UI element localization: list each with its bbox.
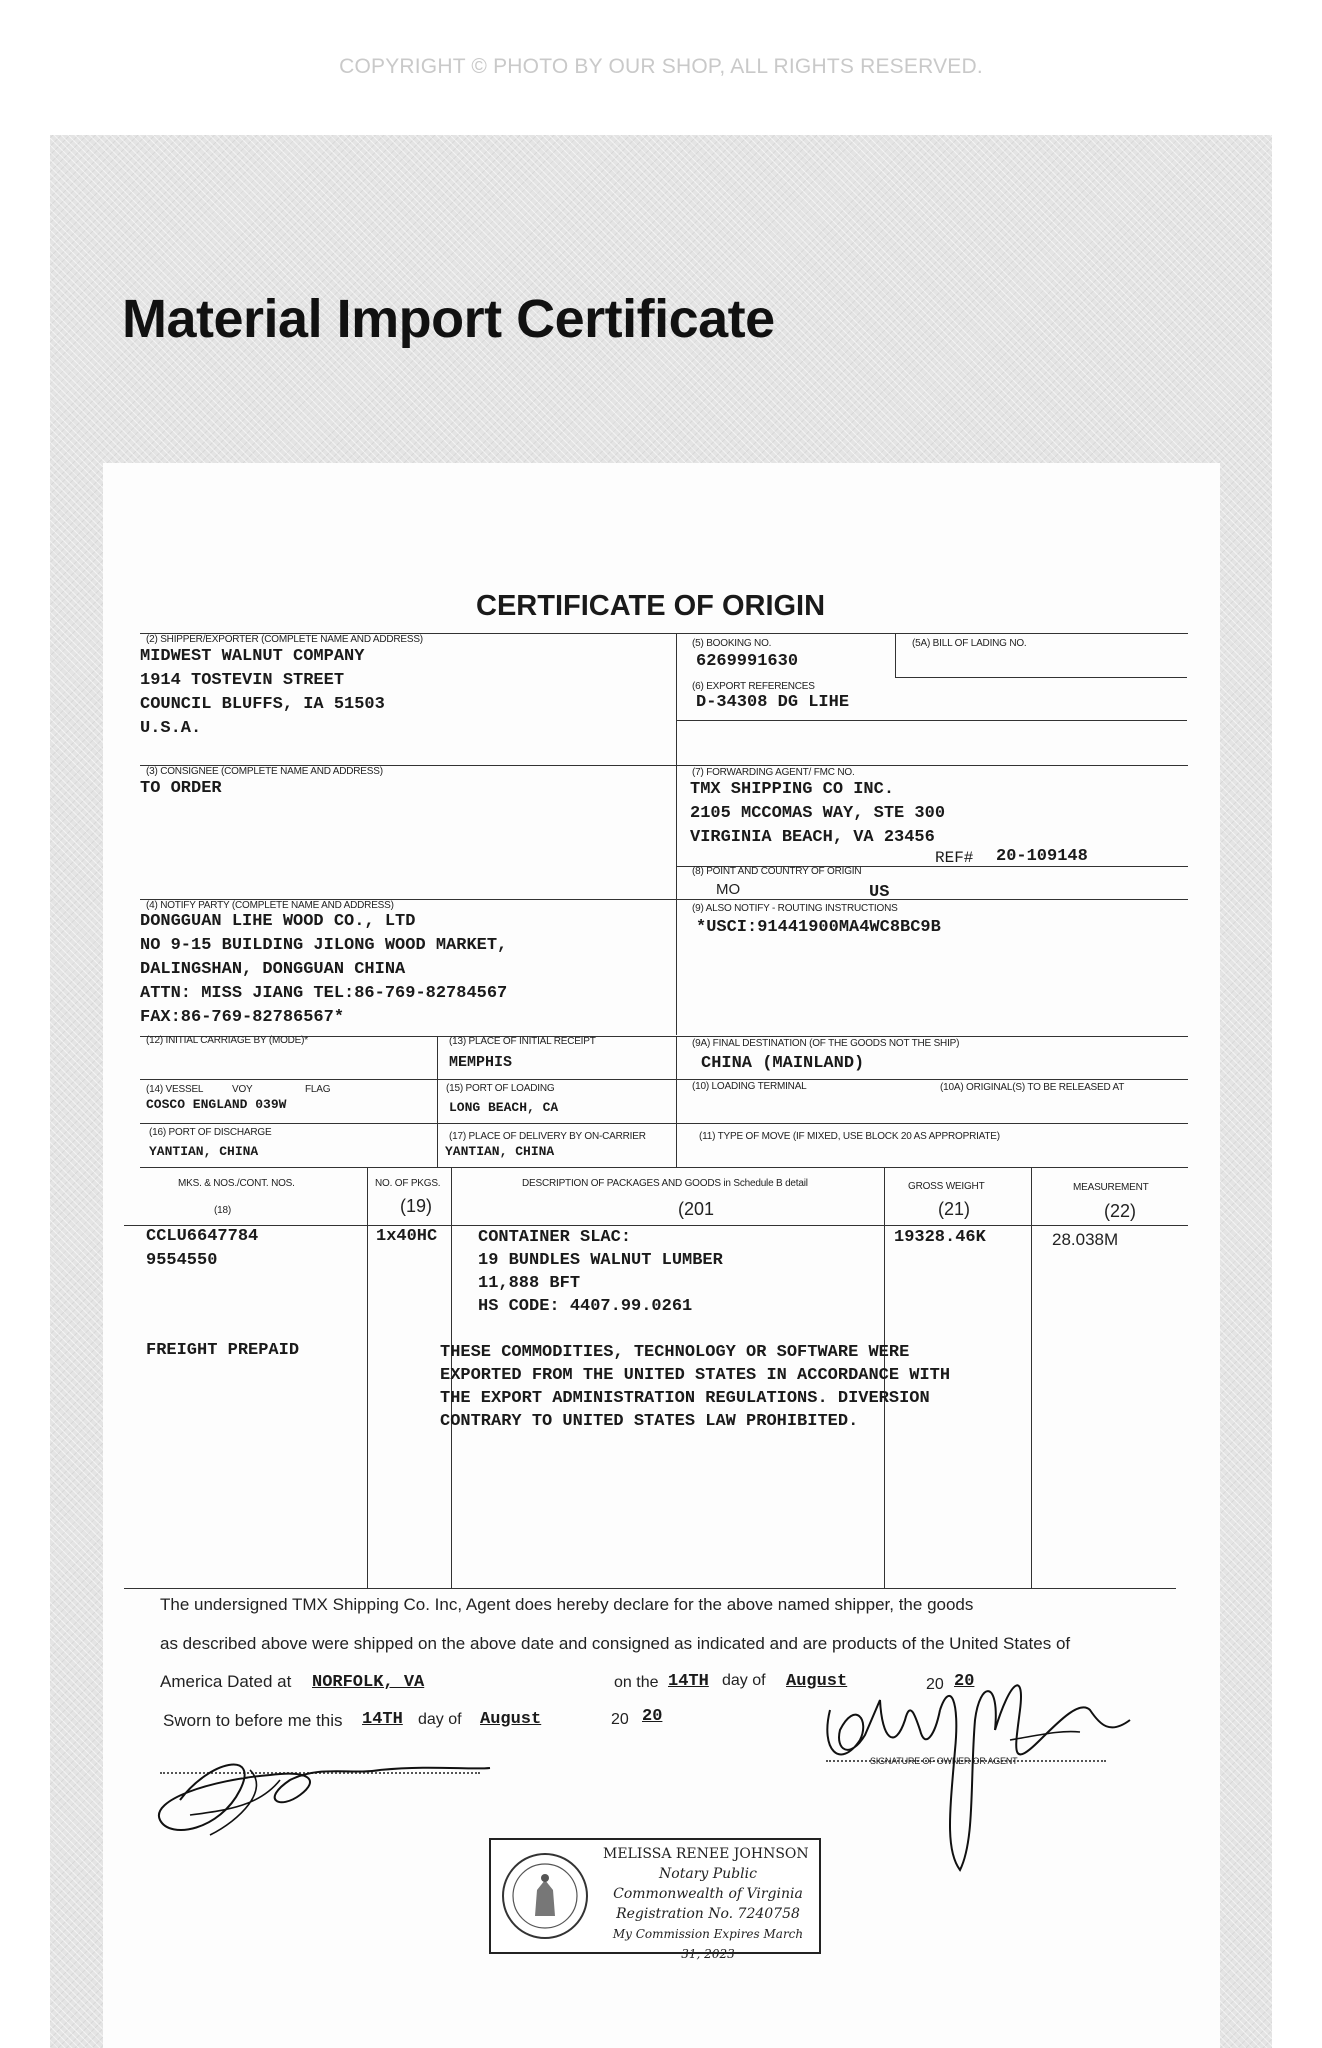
label-also-notify: (9) ALSO NOTIFY - ROUTING INSTRUCTIONS bbox=[692, 903, 898, 914]
day-of-label: day of bbox=[722, 1672, 766, 1689]
ref-label: REF# bbox=[935, 849, 974, 867]
declaration-line-3: America Dated at bbox=[160, 1672, 292, 1691]
label-consignee: (3) CONSIGNEE (COMPLETE NAME AND ADDRESS) bbox=[146, 766, 383, 777]
col-marks-num: (18) bbox=[214, 1205, 231, 1216]
also-notify-value: *USCI:91441900MA4WC8BC9B bbox=[696, 918, 941, 937]
col-description-num: (201 bbox=[678, 1199, 715, 1219]
notary-signature bbox=[150, 1740, 530, 1850]
year-value: 20 bbox=[954, 1672, 975, 1691]
signature-label: SIGNATURE OF OWNER OR AGENT bbox=[870, 1756, 1018, 1766]
label-voy: VOY bbox=[232, 1084, 253, 1095]
agent-signature bbox=[810, 1640, 1190, 1880]
label-initial-carriage: (12) INITIAL CARRIAGE BY (MODE)* bbox=[146, 1035, 308, 1046]
label-export-refs: (6) EXPORT REFERENCES bbox=[692, 681, 815, 692]
final-destination-value: CHINA (MAINLAND) bbox=[701, 1054, 865, 1073]
place-delivery-value: YANTIAN, CHINA bbox=[445, 1144, 555, 1159]
declaration-line-1: The undersigned TMX Shipping Co. Inc, Agent does hereby declare for the above named shipper, the goods bbox=[160, 1595, 974, 1614]
label-port-loading: (15) PORT OF LOADING bbox=[446, 1083, 555, 1094]
port-loading-value: LONG BEACH, CA bbox=[449, 1100, 559, 1115]
rule bbox=[895, 633, 896, 677]
package-count: 1x40HC bbox=[376, 1227, 438, 1246]
certificate-heading: CERTIFICATE OF ORIGIN bbox=[476, 590, 826, 622]
page-title: Material Import Certificate bbox=[122, 289, 775, 349]
rule bbox=[124, 1588, 1176, 1589]
year-prefix: 20 bbox=[926, 1676, 944, 1693]
declaration-line-2: as described above were shipped on the above date and consigned as indicated and are products of the United States of bbox=[160, 1634, 1071, 1653]
on-the-label: on the bbox=[614, 1674, 659, 1691]
label-port-discharge: (16) PORT OF DISCHARGE bbox=[149, 1127, 272, 1138]
col-pkgs: NO. OF PKGS. bbox=[375, 1178, 441, 1189]
label-final-destination: (9A) FINAL DESTINATION (OF THE GOODS NOT THE SHIP) bbox=[692, 1038, 960, 1049]
rule bbox=[1031, 1167, 1032, 1588]
label-type-move: (11) TYPE OF MOVE (IF MIXED, USE BLOCK 20 AS APPROPRIATE) bbox=[699, 1131, 1000, 1142]
col-gross-num: (21) bbox=[938, 1199, 971, 1219]
col-marks: MKS. & NOS./CONT. NOS. bbox=[178, 1178, 295, 1189]
place-receipt-value: MEMPHIS bbox=[449, 1054, 513, 1071]
col-description: DESCRIPTION OF PACKAGES AND GOODS in Schedule B detail bbox=[522, 1178, 808, 1189]
label-place-delivery: (17) PLACE OF DELIVERY BY ON-CARRIER bbox=[449, 1131, 646, 1142]
booking-number: 6269991630 bbox=[696, 652, 799, 671]
label-point-origin: (8) POINT AND COUNTRY OF ORIGIN bbox=[692, 866, 862, 877]
label-bill-of-lading: (5A) BILL OF LADING NO. bbox=[912, 638, 1027, 649]
rule bbox=[895, 677, 1187, 678]
label-notify: (4) NOTIFY PARTY (COMPLETE NAME AND ADDRESS) bbox=[146, 900, 394, 911]
goods-description: CONTAINER SLAC: 19 BUNDLES WALNUT LUMBER 11,888 BFT HS CODE: 4407.99.0261 bbox=[478, 1228, 723, 1316]
month-value: August bbox=[786, 1672, 848, 1691]
export-references: D-34308 DG LIHE bbox=[696, 693, 850, 712]
label-originals: (10A) ORIGINAL(S) TO BE RELEASED AT bbox=[940, 1082, 1125, 1093]
port-discharge-value: YANTIAN, CHINA bbox=[149, 1144, 259, 1159]
origin-state: MO bbox=[716, 881, 741, 898]
export-statement: THESE COMMODITIES, TECHNOLOGY OR SOFTWARE WERE EXPORTED FROM THE UNITED STATES IN ACCORDANCE WITH THE EXPORT ADMINISTRATION REGULATIONS. DIVERSION CONTRARY TO UNITED STATES LAW PROHIBITED. bbox=[440, 1343, 951, 1431]
rule bbox=[676, 720, 1187, 721]
ref-value: 20-109148 bbox=[996, 847, 1088, 866]
rule bbox=[140, 1079, 1188, 1080]
label-forwarding: (7) FORWARDING AGENT/ FMC NO. bbox=[692, 767, 855, 778]
sworn-month-value: August bbox=[480, 1710, 542, 1729]
forwarding-agent: TMX SHIPPING CO INC. 2105 MCCOMAS WAY, STE 300 VIRGINIA BEACH, VA 23456 bbox=[690, 780, 946, 847]
label-place-receipt: (13) PLACE OF INITIAL RECEIPT bbox=[449, 1036, 596, 1047]
sworn-day-value: 14TH bbox=[362, 1710, 403, 1729]
notary-stamp-text: MELISSA RENEE JOHNSON Notary Public Commonwealth of Virginia Registration No. 7240758 My Commission Expires March 31, 2023 bbox=[603, 1846, 809, 1961]
consignee-value: TO ORDER bbox=[140, 779, 222, 798]
label-flag: FLAG bbox=[305, 1084, 331, 1095]
sworn-year-value: 20 bbox=[642, 1707, 663, 1726]
label-shipper: (2) SHIPPER/EXPORTER (COMPLETE NAME AND ADDRESS) bbox=[146, 634, 423, 645]
sworn-year-prefix: 20 bbox=[611, 1711, 629, 1728]
vessel-value: COSCO ENGLAND 039W bbox=[146, 1097, 287, 1112]
label-loading-terminal: (10) LOADING TERMINAL bbox=[692, 1081, 807, 1092]
day-value: 14TH bbox=[668, 1672, 709, 1691]
gross-weight: 19328.46K bbox=[894, 1228, 986, 1247]
notary-stamp bbox=[489, 1838, 821, 1961]
label-vessel: (14) VESSEL bbox=[146, 1084, 204, 1095]
sworn-label: Sworn to before me this bbox=[163, 1711, 343, 1730]
dated-at-value: NORFOLK, VA bbox=[312, 1673, 425, 1692]
shipper-address: MIDWEST WALNUT COMPANY 1914 TOSTEVIN STREET COUNCIL BLUFFS, IA 51503 U.S.A. bbox=[140, 647, 385, 738]
origin-country: US bbox=[869, 883, 890, 902]
col-gross: GROSS WEIGHT bbox=[908, 1181, 985, 1192]
col-pkgs-num: (19) bbox=[400, 1196, 433, 1216]
rule bbox=[676, 633, 677, 1035]
freight-terms: FREIGHT PREPAID bbox=[146, 1341, 300, 1360]
col-measure-num: (22) bbox=[1104, 1201, 1137, 1221]
copyright-notice: COPYRIGHT © PHOTO BY OUR SHOP, ALL RIGHTS RESERVED. bbox=[339, 55, 983, 78]
rule bbox=[676, 1036, 677, 1167]
sworn-day-of-label: day of bbox=[418, 1711, 462, 1728]
label-booking: (5) BOOKING NO. bbox=[692, 638, 772, 649]
rule bbox=[437, 1036, 438, 1167]
container-marks: CCLU6647784 9554550 bbox=[146, 1227, 259, 1270]
measurement: 28.038M bbox=[1052, 1230, 1119, 1249]
notify-party: DONGGUAN LIHE WOOD CO., LTD NO 9-15 BUILDING JILONG WOOD MARKET, DALINGSHAN, DONGGUAN CHINA ATTN: MISS JIANG TEL:86-769-82784567 FAX:86-769-82786567* bbox=[140, 912, 508, 1027]
notary-seal-icon bbox=[497, 1850, 593, 1946]
col-measure: MEASUREMENT bbox=[1073, 1182, 1149, 1193]
rule bbox=[367, 1167, 368, 1588]
rule bbox=[140, 1123, 1188, 1124]
